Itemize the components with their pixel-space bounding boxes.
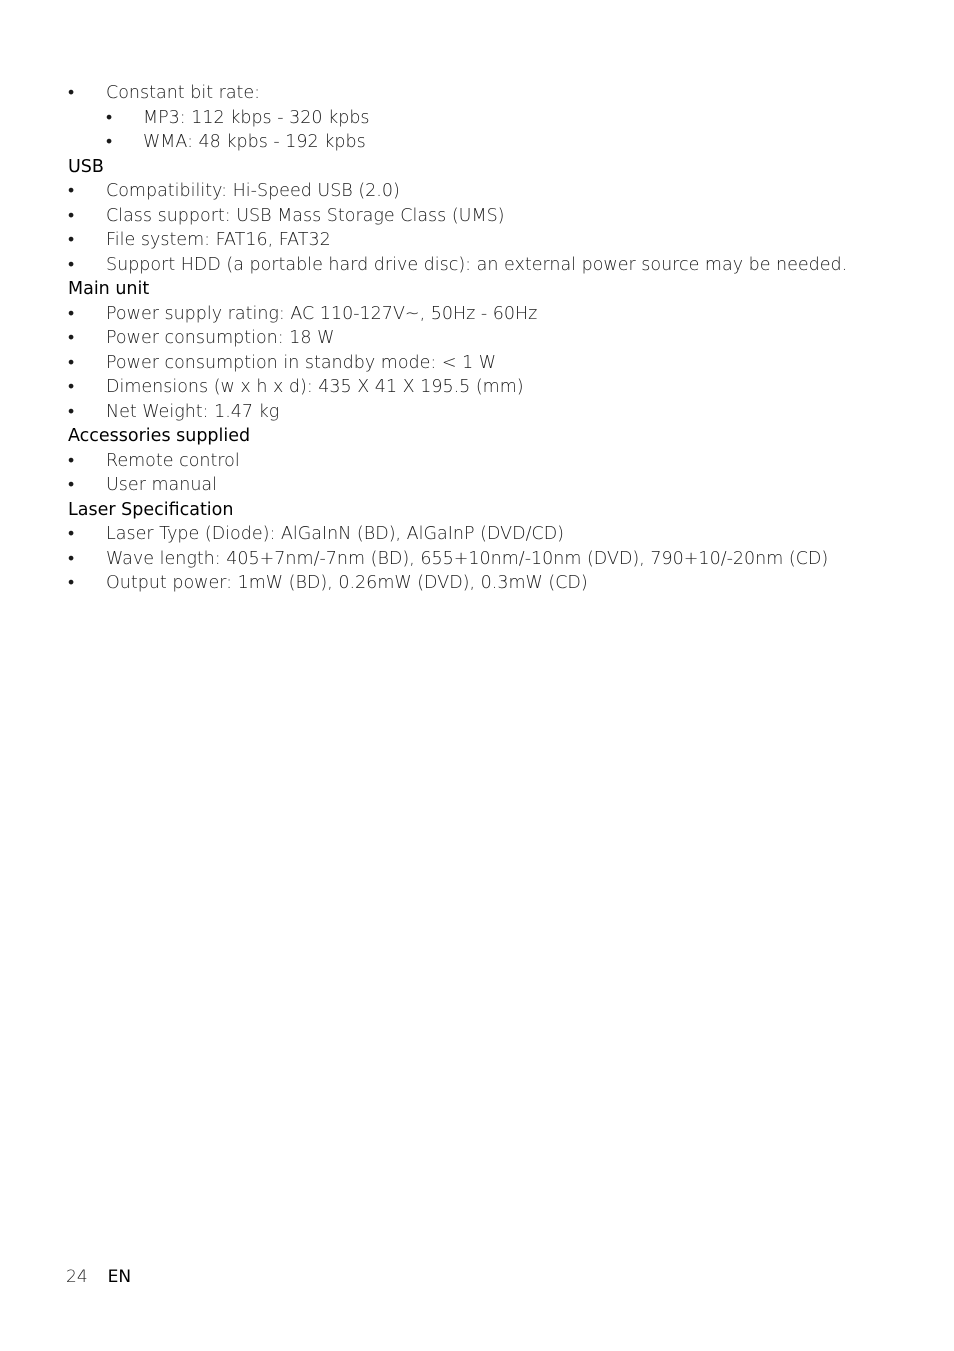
list-item-text: Constant bit rate:	[106, 83, 261, 103]
bullet-icon: •	[68, 181, 75, 201]
spec-content	[68, 81, 928, 596]
list-item	[68, 228, 928, 253]
list-item	[68, 522, 928, 547]
list-item-text: User manual	[106, 475, 217, 495]
list-item-text: Laser Type (Diode): AlGaInN (BD), AlGaInP (DVD/CD)	[106, 524, 564, 544]
list-item-text: Net Weight: 1.47 kg	[106, 401, 280, 422]
bullet-icon: •	[68, 328, 75, 348]
list-item-text: Power consumption in standby mode: < 1 W	[106, 352, 497, 373]
list-item-text: Remote control	[106, 450, 240, 471]
bullet-icon: •	[68, 401, 75, 422]
sub-list-item	[68, 106, 928, 131]
list-item	[68, 351, 928, 376]
bullet-icon: •	[106, 107, 113, 128]
list-item	[68, 204, 928, 229]
list-item-text: WMA: 48 kpbs - 192 kpbs	[143, 132, 366, 152]
list-item	[68, 179, 928, 204]
bullet-icon: •	[68, 524, 75, 544]
sub-list-item	[68, 130, 928, 155]
bullet-icon: •	[106, 132, 113, 152]
section-heading-usb: USB	[68, 156, 104, 177]
list-item	[68, 326, 928, 351]
list-item-text: File system: FAT16, FAT32	[106, 230, 331, 250]
list-item-text: Power supply rating: AC 110-127V~, 50Hz - 60Hz	[106, 303, 538, 324]
section-heading-accessories: Accessories supplied	[68, 426, 251, 446]
list-item	[68, 400, 928, 425]
list-item	[68, 81, 928, 106]
bullet-icon: •	[68, 548, 75, 569]
list-item-text: Class support: USB Mass Storage Class (UMS)	[106, 205, 505, 226]
list-item	[68, 449, 928, 474]
page-number: 24	[66, 1267, 88, 1287]
bullet-icon: •	[68, 377, 75, 397]
bullet-icon: •	[68, 303, 75, 324]
page-footer	[66, 1265, 131, 1289]
list-item-text: Support HDD (a portable hard drive disc): an external power source may be needed.	[106, 254, 848, 275]
list-item-text: Dimensions (w x h x d): 435 X 41 X 195.5 (mm)	[106, 377, 524, 397]
bullet-icon: •	[68, 352, 75, 373]
list-item-text: MP3: 112 kbps - 320 kpbs	[143, 107, 370, 128]
language-label: EN	[107, 1267, 132, 1287]
bullet-icon: •	[68, 83, 75, 103]
section-heading-main-unit: Main unit	[68, 279, 150, 299]
list-item-text: Output power: 1mW (BD), 0.26mW (DVD), 0.3mW (CD)	[106, 573, 588, 593]
section-heading-laser: Laser Specification	[68, 499, 234, 520]
list-item-text: Wave length: 405+7nm/-7nm (BD), 655+10nm/-10nm (DVD), 790+10/-20nm (CD)	[106, 548, 829, 569]
list-item	[68, 473, 928, 498]
list-item	[68, 571, 928, 596]
list-item	[68, 547, 928, 572]
list-item	[68, 253, 928, 278]
bullet-icon: •	[68, 475, 75, 495]
bullet-icon: •	[68, 205, 75, 226]
bullet-icon: •	[68, 573, 75, 593]
list-item	[68, 302, 928, 327]
list-item-text: Power consumption: 18 W	[106, 328, 335, 348]
bullet-icon: •	[68, 450, 75, 471]
bullet-icon: •	[68, 230, 75, 250]
bullet-icon: •	[68, 254, 75, 275]
list-item-text: Compatibility: Hi-Speed USB (2.0)	[106, 181, 400, 201]
list-item	[68, 375, 928, 400]
